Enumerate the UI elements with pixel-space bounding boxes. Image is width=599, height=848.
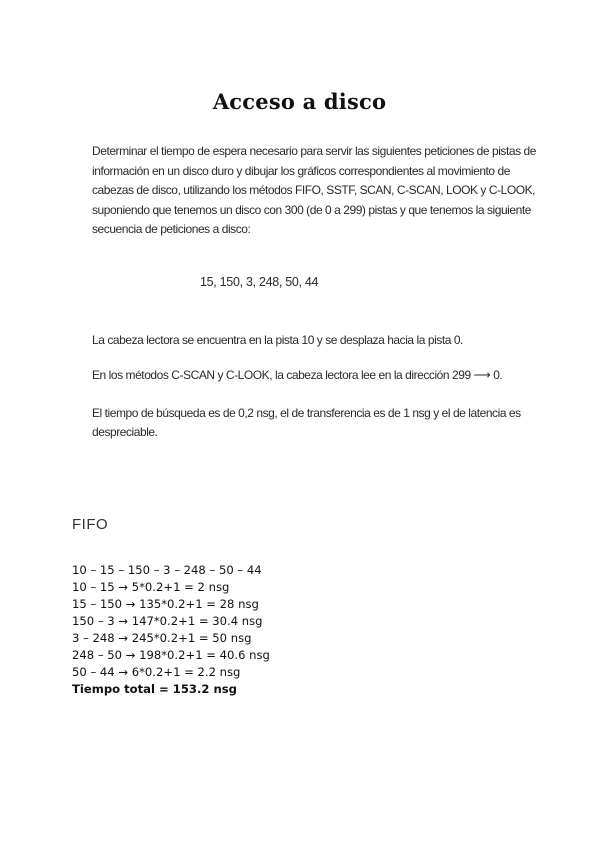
- request-sequence: 15, 150, 3, 248, 50, 44: [200, 275, 319, 289]
- times-text: El tiempo de búsqueda es de 0,2 nsg, el de transferencia es de 1 nsg y el de latencia es despreciable.: [92, 406, 521, 439]
- fifo-line: 248 – 50 → 198*0.2+1 = 40.6 nsg: [72, 648, 270, 662]
- fifo-line: 10 – 15 → 5*0.2+1 = 2 nsg: [72, 580, 230, 594]
- problem-statement: Determinar el tiempo de espera necesario para servir las siguientes peticiones de pistas de información en un disco duro y dibujar los gráficos correspondientes al movimiento de cabezas de disco, utilizando los métodos FIFO, SSTF, SCAN, C-SCAN, LOOK y C-LOOK, suponiendo que tenemos un disco con 300 (de 0 a 299) pistas y que tenemos la siguiente secuencia de peticiones a disco:: [92, 144, 536, 237]
- fifo-line: 15 – 150 → 135*0.2+1 = 28 nsg: [72, 597, 259, 611]
- fifo-line: 50 – 44 → 6*0.2+1 = 2.2 nsg: [72, 665, 241, 679]
- page-title: Acceso a disco: [212, 89, 387, 114]
- fifo-calculation-list: [72, 562, 270, 698]
- head-position-text: La cabeza lectora se encuentra en la pista 10 y se desplaza hacia la pista 0.: [92, 333, 463, 347]
- direction-text: En los métodos C-SCAN y C-LOOK, la cabeza lectora lee en la dirección 299 ⟶ 0.: [92, 368, 503, 382]
- fifo-total: Tiempo total = 153.2 nsg: [72, 682, 237, 696]
- fifo-line: 3 – 248 → 245*0.2+1 = 50 nsg: [72, 631, 252, 645]
- fifo-line: 150 – 3 → 147*0.2+1 = 30.4 nsg: [72, 614, 263, 628]
- fifo-heading: FIFO: [72, 516, 109, 533]
- fifo-line: 10 – 15 – 150 – 3 – 248 – 50 – 44: [72, 563, 262, 577]
